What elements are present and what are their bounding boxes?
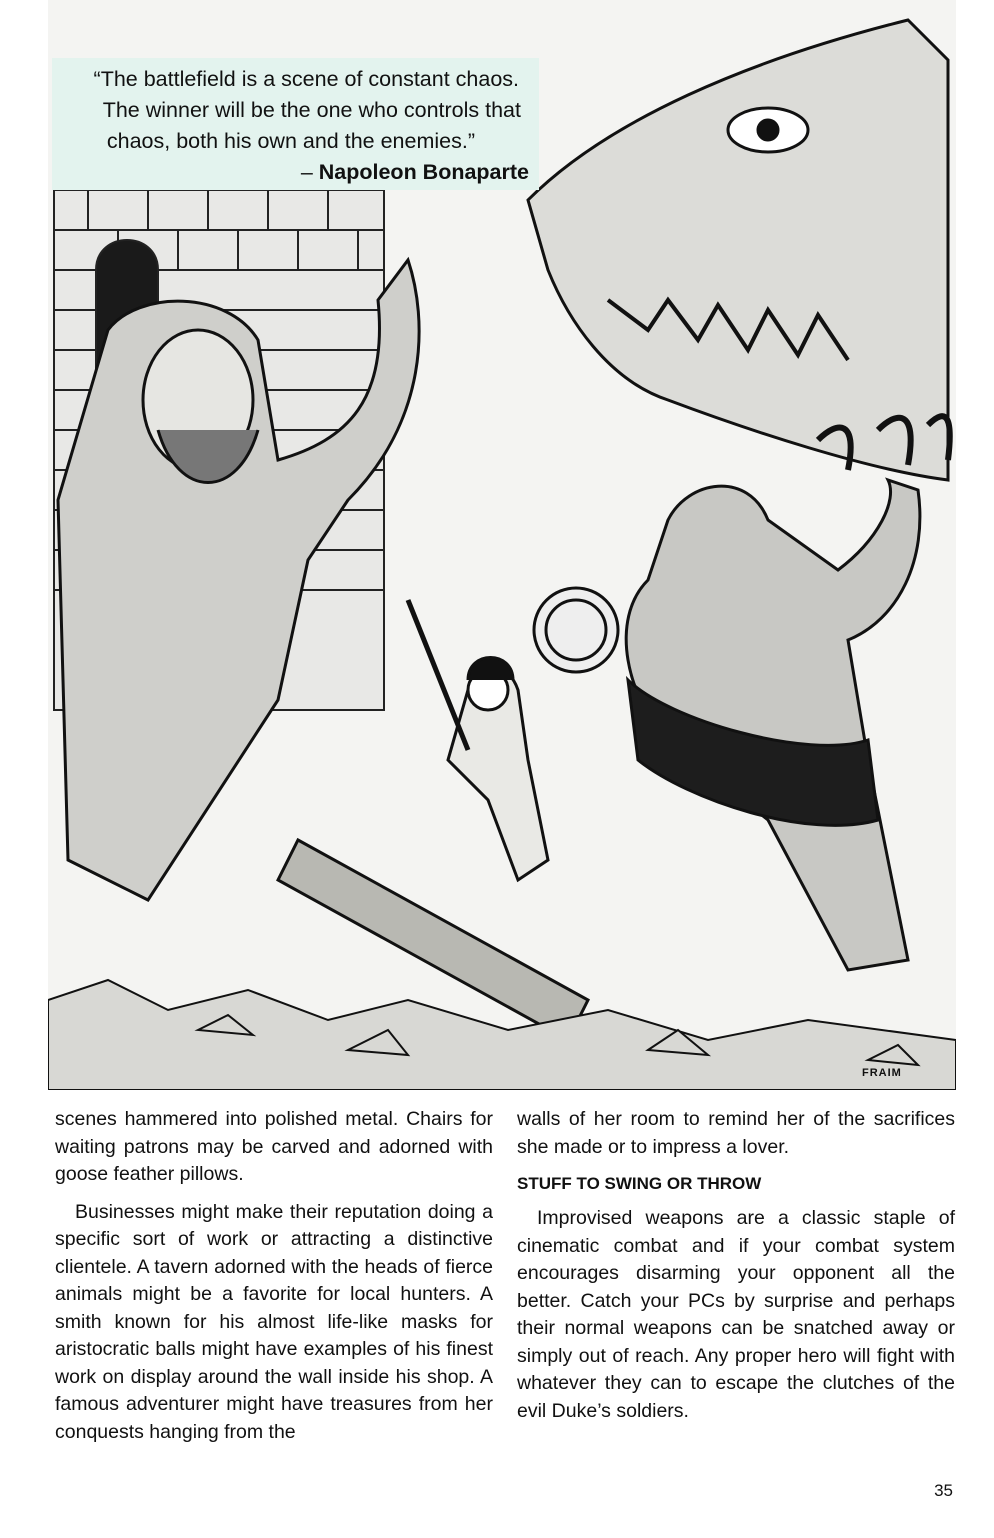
quote-line: The winner will be the one who controls that [102,98,521,122]
paragraph: scenes hammered into polished metal. Chairs for waiting patrons may be carved and adorned with goose feather pillows. [55,1108,493,1185]
dragon [528,20,950,480]
paragraph: Businesses might make their reputation doing a specific sort of work or attracting a distinctive clientele. A tavern adorned with the heads of fierce animals might be a favorite for local hunters. A smith known for his almost life-like masks for aristocratic balls might have examples of his finest work on display around the wall inside his shop. A famous adventurer might have treasures from her conquests hanging from the [55,1200,493,1443]
heroine [408,600,548,880]
paragraph: walls of her room to remind her of the sacrifices she made or to impress a lover. [517,1108,955,1158]
paragraph: Improvised weapons are a classic staple of cinematic combat and if your combat system encourages disarming your opponent all the better. Catch your PCs by surprise and perhaps their normal weapons can be snatched away or simply out of reach. Any proper hero will fight with whatever they can to escape the clutches of the evil Duke’s soldiers. [517,1207,955,1422]
quote-author: Napoleon Bonaparte [318,160,529,184]
quote-line: chaos, both his own and the enemies.” [106,129,475,153]
section-heading: STUFF TO SWING OR THROW [517,1174,762,1193]
quote-line: “The battlefield is a scene of constant chaos. [93,67,519,91]
ogre [534,480,920,970]
page-number: 35 [934,1481,953,1500]
attribution-dash: – [300,160,319,184]
quote-attribution [62,157,529,188]
artist-signature: FRAIM [862,1067,902,1079]
epigraph-quote [52,58,539,190]
right-column [517,1106,955,1435]
left-column [55,1106,493,1456]
body-text [55,1106,956,1446]
